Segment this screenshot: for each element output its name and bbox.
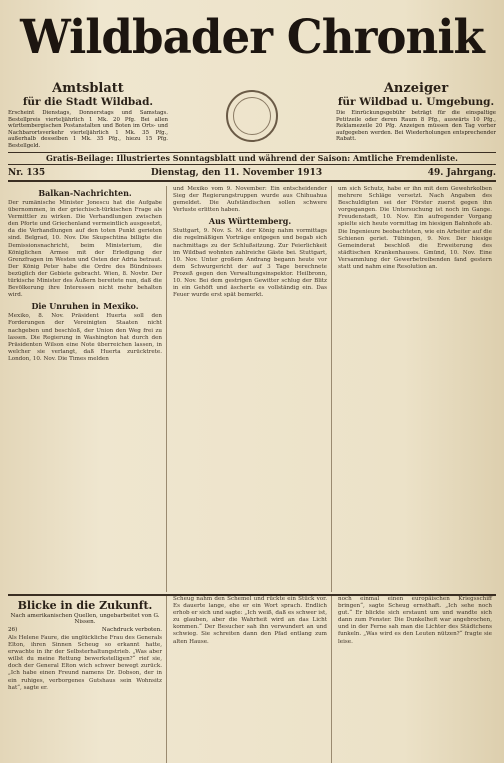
left-subhead xyxy=(8,82,168,150)
column-headline-2: Aus Württemberg. xyxy=(208,216,292,227)
story-text-1: Als Helene Faure, die unglückliche Frau des Generals Elton, ihren Sinnen Scheug so erkannt hatte, erwachte in ihr der Selbsterhaltungstrieb. „Was aber willst du meine Rettung bewerkstelligen?“ rief sie, doch der General Elton wich schwer bewegt zurück. „Ich habe einen Freund namens Dr. Dobson, der in ein ruhiges, verborgenes Gutshaus sein Wohnsitz hat“, sagte er. xyxy=(8,635,162,691)
column-2 xyxy=(173,186,332,592)
masthead xyxy=(8,6,496,80)
left-subhead-note: Erscheint Dienstags, Donnerstags und Samstags. Bestellpreis vierteljährlich 1 Mk. 20 Pfg. Bei allen württembergischen Postanstalten und Boten im Orts- und Nachbarortsverkehr vierteljährlich 1 Mk. 35 Pfg., außerhalb desselben 1 Mk. 35 Pfg., hiezu 15 Pfg. Bestellgeld. xyxy=(8,110,168,149)
issue-date: Dienstag, den 11. November 1913 xyxy=(150,167,323,178)
column-text: und Mexiko vom 9. November: Ein entscheidender Sieg der Regierungstruppen wurde aus Chihuahua gemeldet. Die Aufständischen sollen schwere Verluste erlitten haben. xyxy=(173,186,327,214)
seal-area xyxy=(177,82,327,150)
upper-columns xyxy=(8,186,496,592)
story-note: Nachdruck verboten. xyxy=(101,627,162,633)
subheads xyxy=(8,82,496,150)
column-text-2: Mexiko, 8. Nov. Präsident Huerta soll den Forderungen der Vereinigten Staaten nicht nachgeben und beschloß, der Union den Weg frei zu lassen. Die Regierung in Washington hat durch den Präsidenten Wilson eine Note überreichen lassen, in welcher sie verlangt, daß Huerta zurücktrete. London, 10. Nov. Die Times melden xyxy=(8,313,162,362)
right-subhead-title: Anzeiger xyxy=(383,81,449,96)
story-text-3: noch einmal einen europäischen Kriegsschiff bringen“, sagte Scheug ernsthaft. „Ich sehe noch gut.“ Er blickte sich erstaunt um und wandte sich dann zum Fenster. Die Dunkelheit war angebrochen, und in der Ferne sah man die Lichter des Städtchens funkeln. „Was wird es den Leuten nützen?“ fragte sie leise. xyxy=(338,596,492,645)
column-1 xyxy=(8,186,167,592)
story-column-1 xyxy=(8,596,167,763)
crest-icon xyxy=(226,90,278,142)
issue-year: 49. Jahrgang. xyxy=(427,167,496,178)
story-meta xyxy=(8,627,162,633)
issue-number: Nr. 135 xyxy=(8,167,46,178)
issue-bar xyxy=(8,165,496,182)
newspaper-title: Wildbader Chronik xyxy=(20,10,484,65)
right-subhead-line: für Wildbad u. Umgebung. xyxy=(337,96,495,108)
left-subhead-line: für die Stadt Wildbad. xyxy=(22,96,154,108)
column-text: Der rumänische Minister Jonescu hat die Aufgabe übernommen, in der griechisch-türkischen Frage als Vermittler zu wirken. Die Verhandlungen zwischen den Pforte und Griechenland vermeintlich ausgesetzt, da die Verhandlungen auf den toten Punkt gerieten sind. Belgrad, 10. Nov. Die Skupschtina billigte die Demissionsnachricht, beim Ministerium, die Königlichen Armee mit der Erledigung der Grenzfragen im Westen und Osten der Adria betraut. Der König Peter habe die Ordre des Bündnisses bezüglich der Gebiete gebracht. Wien, 8. Novbr. Der türkische Minister des Äußern bereitete nun, daß die Bevölkerung ihre Interessen nicht mehr behalten wird. xyxy=(8,200,162,299)
column-text-2: Stuttgart, 9. Nov. S. M. der König nahm vormittags die regelmäßigen Vorträge entgegen und begab sich nachmittags zu der Schlußsitzung. Zur Feierlichkeit im Wildbad wohnten zahlreiche Gäste bei. Stuttgart, 10. Nov. Unter großem Andrang begann heute vor dem Schwurgericht der auf 3 Tage berechnete Prozeß gegen den Verwaltungsinspektor. Heilbronn, 10. Nov. Bei dem gestrigen Gewitter schlug der Blitz in ein Gehöft und äscherte es vollständig ein. Das Feuer wurde erst spät bemerkt. xyxy=(173,228,327,299)
supplement-bar: Gratis-Beilage: Illustriertes Sonntagsblatt und während der Saison: Amtliche Fremdenliste. xyxy=(8,152,496,165)
story-subtitle: Nach amerikanischen Quellen, ungebarbeitet von G. Nissen. xyxy=(10,613,160,625)
column-text: um sich Schutz, habe er ihn mit dem Gewehrkolben mehrere Schläge versetzt. Nach Angaben des Beschuldigten sei der Förster zuerst gegen ihn vorgegangen. Die Untersuchung ist noch im Gange. Freudenstadt, 10. Nov. Ein aufregender Vorgang spielte sich heute vormittag im hiesigen Bahnhofe ab. Die Ingenieure beobachteten, wie ein Arbeiter auf die Schienen geriet. Tübingen, 9. Nov. Der hiesige Gemeinderat beschloß die Erweiterung des städtischen Krankenhauses. Gmünd, 10. Nov. Eine Versammlung der Gewerbetreibenden fand gestern statt und nahm eine Resolution an. xyxy=(338,186,492,271)
story-title: Blicke in die Zukunft. xyxy=(17,599,153,612)
lower-columns xyxy=(8,596,496,763)
column-headline: Balkan-Nachrichten. xyxy=(38,188,132,198)
right-subhead xyxy=(336,82,496,150)
column-headline-2: Die Unruhen in Mexiko. xyxy=(31,301,139,312)
story-text-2: Scheug nahm den Schemel und rückte ein Stück vor. Es dauerte lange, ehe er ein Wort sprach. Endlich erhob er sich und sagte: „Ich weiß, daß es schwer ist, zu glauben, aber die Wahrheit wird an das Licht kommen.“ Der Besucher sah ihn verwundert an und schwieg. Sie schreiten dann den Pfad entlang zum alten Hause. xyxy=(173,596,327,645)
right-subhead-note: Die Einrückungsgebühr beträgt für die einspaltige Petitzeile oder deren Raum 8 Pfg., auswärts 10 Pfg., Reklamezeile 20 Pfg. Anzeigen müssen den Tag vorher aufgegeben werden. Bei Wiederholungen entsprechender Rabatt. xyxy=(336,110,496,142)
left-subhead-title: Amtsblatt xyxy=(52,81,124,96)
story-column-3 xyxy=(338,596,496,763)
column-3 xyxy=(338,186,496,592)
story-column-2 xyxy=(173,596,332,763)
story-part: 26) xyxy=(8,627,18,633)
